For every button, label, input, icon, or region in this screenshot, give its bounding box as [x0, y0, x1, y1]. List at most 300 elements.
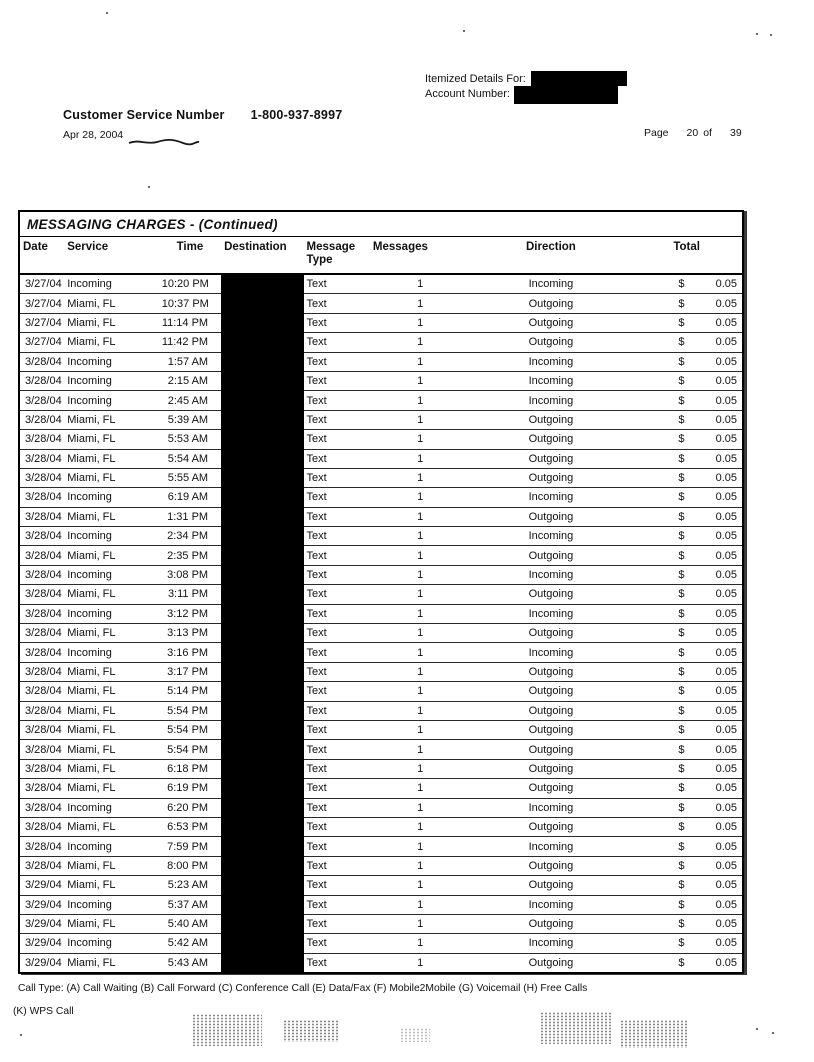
- date-cell: 3/27/04: [20, 313, 64, 332]
- date-cell: 3/28/04: [20, 740, 64, 759]
- messages-cell: 1: [370, 914, 471, 933]
- direction-cell: Outgoing: [470, 856, 631, 875]
- time-cell: 10:37 PM: [159, 294, 221, 313]
- column-header-total: Total: [631, 237, 742, 274]
- table-row: [20, 914, 742, 933]
- time-cell: 3:13 PM: [159, 624, 221, 643]
- destination-cell-redacted: [221, 546, 303, 565]
- total-amount: 0.05: [715, 782, 737, 795]
- direction-cell: Incoming: [470, 391, 631, 410]
- service-cell: Incoming: [64, 527, 159, 546]
- table-row: [20, 817, 742, 836]
- date-cell: 3/28/04: [20, 507, 64, 526]
- messages-cell: 1: [370, 294, 471, 313]
- date-cell: 3/28/04: [20, 430, 64, 449]
- service-cell: Miami, FL: [64, 759, 159, 778]
- time-cell: 3:08 PM: [159, 565, 221, 584]
- message-type-cell: Text: [306, 956, 327, 969]
- total-amount: 0.05: [715, 840, 737, 853]
- total-cell: [631, 391, 742, 410]
- table-row: [20, 720, 742, 739]
- messages-cell: 1: [370, 817, 471, 836]
- total-amount: 0.05: [715, 316, 737, 329]
- date-cell: 3/29/04: [20, 876, 64, 895]
- messages-cell: 1: [370, 391, 471, 410]
- direction-cell: Outgoing: [470, 914, 631, 933]
- table-row: [20, 391, 742, 410]
- currency-symbol: $: [678, 646, 685, 659]
- total-cell: [631, 934, 742, 953]
- direction-cell: Outgoing: [470, 817, 631, 836]
- table-row: [20, 876, 742, 895]
- destination-cell-redacted: [221, 914, 303, 933]
- destination-cell-redacted: [221, 759, 303, 778]
- table-row: [20, 430, 742, 449]
- destination-cell-redacted: [221, 856, 303, 875]
- date-cell: 3/29/04: [25, 956, 62, 969]
- total-amount: 0.05: [715, 549, 737, 562]
- total-amount: 0.05: [715, 569, 737, 582]
- date-cell: 3/28/04: [20, 410, 64, 429]
- table-row: [20, 934, 742, 953]
- destination-cell-redacted: [221, 779, 303, 798]
- destination-cell-redacted: [221, 662, 303, 681]
- message-type-cell: Text: [304, 371, 370, 390]
- date-cell: 3/28/04: [20, 643, 64, 662]
- currency-symbol: $: [678, 918, 685, 931]
- scan-noise: [20, 1034, 22, 1036]
- date-cell: 3/29/04: [20, 934, 64, 953]
- date-cell: 3/28/04: [20, 856, 64, 875]
- column-header-time: Time: [159, 237, 221, 274]
- messages-cell: 1: [370, 643, 471, 662]
- date-cell: 3/28/04: [20, 527, 64, 546]
- total-amount: 0.05: [715, 879, 737, 892]
- time-cell: 3:17 PM: [159, 662, 221, 681]
- destination-cell-redacted: [221, 817, 303, 836]
- date-cell: 3/28/04: [20, 371, 64, 390]
- service-cell: Miami, FL: [64, 876, 159, 895]
- date-cell: 3/28/04: [20, 817, 64, 836]
- service-cell: Miami, FL: [64, 624, 159, 643]
- currency-symbol: $: [678, 898, 685, 911]
- service-cell: Incoming: [64, 274, 159, 294]
- table-row: [20, 662, 742, 681]
- time-cell: 11:14 PM: [159, 313, 221, 332]
- account-number-redaction: [514, 86, 618, 104]
- total-cell: [631, 585, 742, 604]
- date-cell: 3/27/04: [20, 274, 64, 294]
- total-amount: 0.05: [715, 452, 737, 465]
- currency-symbol: $: [678, 375, 685, 388]
- message-type-cell: Text: [304, 546, 370, 565]
- time-cell: 1:31 PM: [159, 507, 221, 526]
- destination-cell-redacted: [221, 527, 303, 546]
- messages-cell: 1: [370, 682, 471, 701]
- date-cell: 3/28/04: [20, 352, 64, 371]
- total-cell: [631, 740, 742, 759]
- total-amount: 0.05: [715, 898, 737, 911]
- destination-cell-redacted: [221, 274, 303, 294]
- page-number: 20: [686, 127, 699, 139]
- date-cell: 3/28/04: [20, 682, 64, 701]
- total-cell: [631, 837, 742, 856]
- date-cell: 3/28/04: [20, 585, 64, 604]
- message-type-cell: Text: [304, 624, 370, 643]
- currency-symbol: $: [678, 724, 685, 737]
- service-cell: Incoming: [64, 488, 159, 507]
- currency-symbol: $: [678, 491, 685, 504]
- time-cell: 5:54 AM: [159, 449, 221, 468]
- total-amount: 0.05: [715, 510, 737, 523]
- messages-cell: 1: [370, 740, 471, 759]
- scan-noise: [620, 1020, 688, 1048]
- message-type-cell: Text: [304, 876, 370, 895]
- messages-cell: 1: [370, 352, 471, 371]
- total-cell: [631, 798, 742, 817]
- total-cell: [631, 914, 742, 933]
- date-cell: 3/28/04: [20, 837, 64, 856]
- date-cell: 3/28/04: [20, 662, 64, 681]
- total-cell: [631, 759, 742, 778]
- message-type-cell: Text: [304, 701, 370, 720]
- scan-noise: [192, 1014, 262, 1046]
- service-cell: Miami, FL: [64, 333, 159, 352]
- time-cell: 3:12 PM: [159, 604, 221, 623]
- service-cell: Incoming: [64, 837, 159, 856]
- call-type-legend: Call Type: (A) Call Waiting (B) Call Forward (C) Conference Call (E) Data/Fax (F) Mobile2Mobile (G) Voicemail (H) Free Calls: [18, 983, 588, 994]
- destination-cell-redacted: [221, 333, 303, 352]
- time-cell: 5:54 PM: [159, 701, 221, 720]
- destination-cell-redacted: [221, 430, 303, 449]
- total-amount: 0.05: [715, 743, 737, 756]
- time-cell: 5:54 PM: [159, 740, 221, 759]
- direction-cell: Incoming: [470, 798, 631, 817]
- scan-noise: [106, 12, 108, 14]
- messages-cell: 1: [370, 585, 471, 604]
- destination-cell-redacted: [221, 720, 303, 739]
- messages-cell: 1: [370, 527, 471, 546]
- total-cell: [631, 410, 742, 429]
- message-type-cell: Text: [304, 585, 370, 604]
- message-type-cell: Text: [304, 604, 370, 623]
- direction-cell: Incoming: [470, 837, 631, 856]
- total-cell: [631, 856, 742, 875]
- date-cell: 3/29/04: [20, 914, 64, 933]
- time-cell: 5:37 AM: [159, 895, 221, 914]
- messages-cell: 1: [417, 956, 424, 969]
- total-amount: 0.05: [715, 685, 737, 698]
- time-cell: 6:18 PM: [159, 759, 221, 778]
- message-type-cell: Text: [304, 430, 370, 449]
- service-cell: Incoming: [64, 565, 159, 584]
- messages-cell: 1: [370, 720, 471, 739]
- currency-symbol: $: [678, 336, 685, 349]
- total-cell: [631, 817, 742, 836]
- destination-cell-redacted: [221, 624, 303, 643]
- currency-symbol: $: [678, 956, 685, 969]
- currency-symbol: $: [678, 607, 685, 620]
- total-amount: 0.05: [715, 413, 737, 426]
- currency-symbol: $: [678, 452, 685, 465]
- time-cell: 5:14 PM: [159, 682, 221, 701]
- messages-cell: 1: [370, 701, 471, 720]
- date-cell: 3/28/04: [20, 546, 64, 565]
- messages-cell: 1: [370, 604, 471, 623]
- scan-noise: [148, 186, 150, 188]
- direction-cell: Outgoing: [470, 294, 631, 313]
- currency-symbol: $: [678, 821, 685, 834]
- account-number-label: Account Number:: [425, 88, 510, 100]
- total-amount: 0.05: [715, 607, 737, 620]
- messages-cell: 1: [370, 333, 471, 352]
- service-cell: Miami, FL: [64, 410, 159, 429]
- destination-cell-redacted: [221, 391, 303, 410]
- time-cell: 1:57 AM: [159, 352, 221, 371]
- total-cell: [631, 527, 742, 546]
- messages-cell: 1: [370, 468, 471, 487]
- message-type-cell: Text: [304, 934, 370, 953]
- time-cell: 3:11 PM: [159, 585, 221, 604]
- total-amount: 0.05: [715, 821, 737, 834]
- direction-cell: Outgoing: [470, 410, 631, 429]
- table-header-row: [20, 237, 742, 274]
- messages-cell: 1: [370, 371, 471, 390]
- service-cell: Miami, FL: [64, 449, 159, 468]
- table-row: [20, 565, 742, 584]
- customer-service-line: [63, 108, 342, 122]
- destination-cell-redacted: [221, 294, 303, 313]
- time-cell: 5:53 AM: [159, 430, 221, 449]
- time-cell: 2:34 PM: [159, 527, 221, 546]
- table-row: [20, 333, 742, 352]
- time-cell: 6:19 PM: [159, 779, 221, 798]
- service-cell: Miami, FL: [64, 585, 159, 604]
- date-cell: 3/27/04: [20, 294, 64, 313]
- itemized-details-redaction: [531, 71, 627, 86]
- column-header-service: Service: [64, 237, 159, 274]
- message-type-cell: Text: [304, 449, 370, 468]
- direction-cell: Outgoing: [470, 701, 631, 720]
- destination-cell-redacted: [221, 352, 303, 371]
- date-cell: 3/28/04: [20, 624, 64, 643]
- currency-symbol: $: [678, 355, 685, 368]
- direction-cell: Outgoing: [470, 779, 631, 798]
- messages-cell: 1: [370, 430, 471, 449]
- direction-cell: Outgoing: [470, 759, 631, 778]
- message-type-cell: Text: [304, 333, 370, 352]
- date-cell: 3/28/04: [20, 449, 64, 468]
- total-amount: 0.05: [715, 646, 737, 659]
- scan-noise: [283, 1020, 339, 1042]
- message-type-cell: Text: [304, 643, 370, 662]
- destination-cell-redacted: [221, 371, 303, 390]
- column-header-message-type: Message Type: [304, 237, 370, 274]
- date-cell: 3/28/04: [20, 798, 64, 817]
- message-type-cell: Text: [304, 682, 370, 701]
- messages-cell: 1: [370, 779, 471, 798]
- message-type-cell: Text: [304, 294, 370, 313]
- direction-cell: Outgoing: [470, 333, 631, 352]
- message-type-cell: Text: [304, 662, 370, 681]
- destination-cell-redacted: [221, 507, 303, 526]
- message-type-cell: Text: [304, 391, 370, 410]
- table-row: [20, 682, 742, 701]
- destination-cell-redacted: [221, 953, 303, 972]
- column-header-messages: Messages: [370, 237, 471, 274]
- destination-cell-redacted: [221, 488, 303, 507]
- currency-symbol: $: [678, 588, 685, 601]
- message-type-cell: Text: [304, 740, 370, 759]
- messages-cell: 1: [370, 313, 471, 332]
- currency-symbol: $: [678, 472, 685, 485]
- service-cell: Miami, FL: [64, 701, 159, 720]
- total-cell: [631, 430, 742, 449]
- message-type-cell: Text: [304, 565, 370, 584]
- destination-cell-redacted: [221, 643, 303, 662]
- total-cell: [631, 876, 742, 895]
- time-cell: 5:23 AM: [159, 876, 221, 895]
- messaging-charges-table: [18, 210, 744, 974]
- total-amount: 0.05: [715, 433, 737, 446]
- service-cell: Miami, FL: [64, 468, 159, 487]
- messages-cell: 1: [370, 546, 471, 565]
- total-amount: 0.05: [715, 394, 737, 407]
- message-type-cell: Text: [304, 817, 370, 836]
- table-row: [20, 837, 742, 856]
- date-cell: 3/27/04: [20, 333, 64, 352]
- messages-cell: 1: [370, 449, 471, 468]
- direction-cell: Outgoing: [470, 740, 631, 759]
- messages-cell: 1: [370, 895, 471, 914]
- table-row: [20, 701, 742, 720]
- direction-cell: Outgoing: [470, 682, 631, 701]
- date-cell: 3/28/04: [20, 604, 64, 623]
- service-cell: Miami, FL: [64, 430, 159, 449]
- direction-cell: Outgoing: [470, 624, 631, 643]
- table-row: [20, 895, 742, 914]
- table-row: [20, 740, 742, 759]
- total-cell: [631, 313, 742, 332]
- service-cell: Miami, FL: [67, 956, 116, 969]
- messages-cell: 1: [370, 488, 471, 507]
- total-amount: 0.05: [715, 375, 737, 388]
- direction-cell: Incoming: [470, 371, 631, 390]
- message-type-cell: Text: [304, 468, 370, 487]
- destination-cell-redacted: [221, 895, 303, 914]
- currency-symbol: $: [678, 879, 685, 892]
- messages-cell: 1: [370, 624, 471, 643]
- destination-cell-redacted: [221, 565, 303, 584]
- time-cell: 11:42 PM: [159, 333, 221, 352]
- direction-cell: Outgoing: [470, 876, 631, 895]
- page-label: Page: [644, 127, 669, 139]
- total-cell: [631, 449, 742, 468]
- destination-cell-redacted: [221, 740, 303, 759]
- total-cell: [631, 682, 742, 701]
- page-of-label: of: [703, 127, 712, 139]
- currency-symbol: $: [678, 685, 685, 698]
- column-header-date: Date: [20, 237, 64, 274]
- service-cell: Incoming: [64, 643, 159, 662]
- table-row: [20, 604, 742, 623]
- scan-noise: [772, 1032, 774, 1034]
- charges-table: [20, 237, 742, 972]
- messages-cell: 1: [370, 274, 471, 294]
- date-cell: 3/28/04: [20, 720, 64, 739]
- currency-symbol: $: [678, 549, 685, 562]
- message-type-cell: Text: [304, 488, 370, 507]
- direction-cell: Outgoing: [470, 585, 631, 604]
- date-cell: 3/28/04: [20, 391, 64, 410]
- column-header-destination: Destination: [221, 237, 303, 274]
- currency-symbol: $: [678, 413, 685, 426]
- column-header-direction: Direction: [470, 237, 631, 274]
- scan-noise: [463, 30, 465, 32]
- destination-cell-redacted: [221, 585, 303, 604]
- table-row: [20, 527, 742, 546]
- direction-cell: Outgoing: [470, 468, 631, 487]
- total-cell: [631, 488, 742, 507]
- message-type-cell: Text: [304, 837, 370, 856]
- messages-cell: 1: [370, 934, 471, 953]
- table-row: [20, 371, 742, 390]
- destination-cell-redacted: [221, 837, 303, 856]
- total-amount: 0.05: [715, 472, 737, 485]
- service-cell: Miami, FL: [64, 779, 159, 798]
- message-type-cell: Text: [304, 313, 370, 332]
- message-type-cell: Text: [304, 507, 370, 526]
- currency-symbol: $: [678, 704, 685, 717]
- itemized-details-label: Itemized Details For:: [425, 73, 526, 85]
- message-type-cell: Text: [304, 856, 370, 875]
- service-cell: Miami, FL: [64, 817, 159, 836]
- time-cell: 2:15 AM: [159, 371, 221, 390]
- direction-cell: Outgoing: [470, 720, 631, 739]
- messages-cell: 1: [370, 876, 471, 895]
- scan-noise: [540, 1012, 612, 1044]
- service-cell: Incoming: [64, 391, 159, 410]
- date-cell: 3/28/04: [20, 759, 64, 778]
- time-cell: 6:19 AM: [159, 488, 221, 507]
- table-row: [20, 546, 742, 565]
- table-row: [20, 759, 742, 778]
- total-cell: [631, 274, 742, 294]
- statement-date: Apr 28, 2004: [63, 129, 124, 141]
- currency-symbol: $: [678, 278, 685, 291]
- time-cell: 8:00 PM: [159, 856, 221, 875]
- total-cell: [631, 662, 742, 681]
- scan-noise: [400, 1028, 430, 1042]
- total-amount: 0.05: [715, 530, 737, 543]
- customer-service-label: Customer Service Number: [63, 108, 225, 122]
- total-amount: 0.05: [715, 588, 737, 601]
- date-cell: 3/28/04: [20, 468, 64, 487]
- message-type-cell: Text: [304, 527, 370, 546]
- message-type-cell: Text: [304, 759, 370, 778]
- customer-service-number: 1-800-937-8997: [250, 108, 343, 122]
- date-cell: 3/28/04: [20, 488, 64, 507]
- time-cell: 5:54 PM: [159, 720, 221, 739]
- service-cell: Miami, FL: [64, 507, 159, 526]
- currency-symbol: $: [678, 782, 685, 795]
- total-cell: [631, 352, 742, 371]
- table-row: [20, 507, 742, 526]
- total-cell: [631, 624, 742, 643]
- currency-symbol: $: [678, 937, 685, 950]
- destination-cell-redacted: [221, 876, 303, 895]
- messages-cell: 1: [370, 410, 471, 429]
